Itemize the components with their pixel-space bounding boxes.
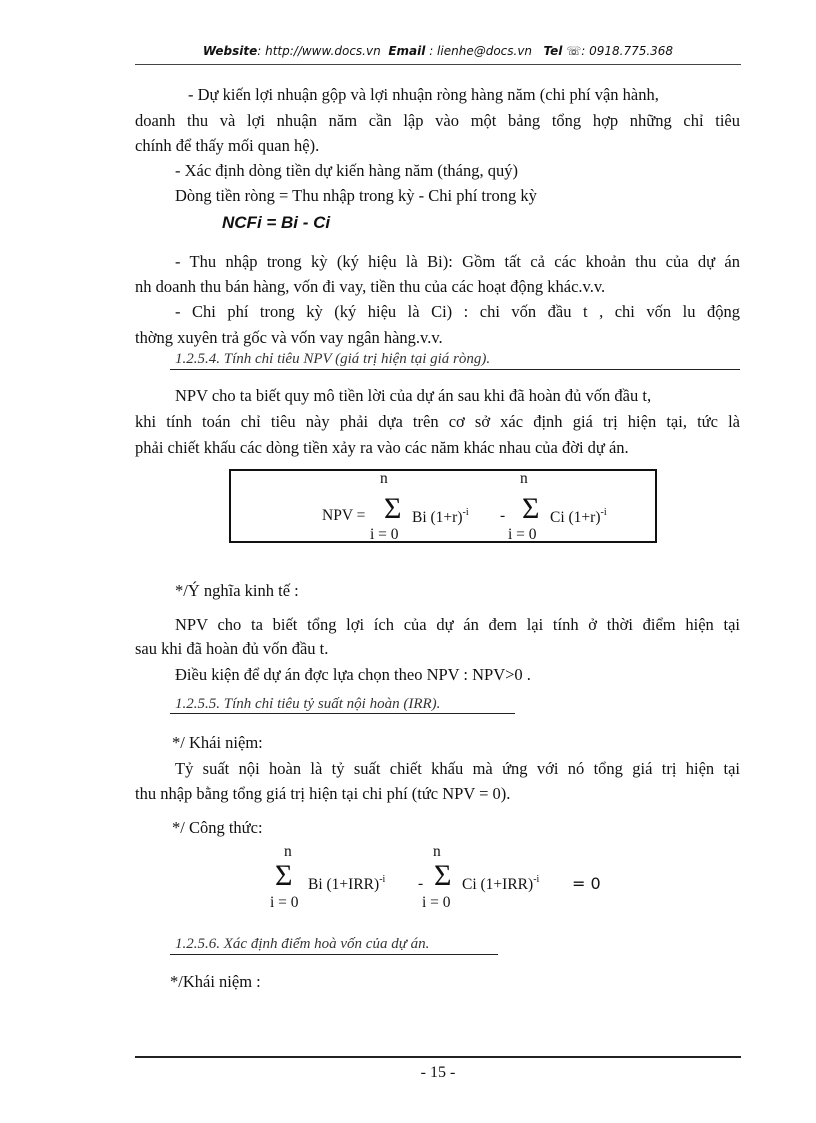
- irr-i2: i = 0: [422, 894, 451, 911]
- para1-line1: - Dự kiến lợi nhuận gộp và lợi nhuận ròng hàng năm (chi phí vận hành,: [188, 85, 659, 104]
- website-label: Website: [202, 44, 258, 58]
- tel-label: Tel: [543, 44, 563, 58]
- email-value[interactable]: : lienhe@docs.vn: [429, 44, 533, 58]
- formula-label: */ Công thức:: [172, 818, 263, 837]
- heading-1255: 1.2.5.5. Tính chỉ tiêu tỷ suất nội hoàn (IRR).: [175, 696, 441, 712]
- footer-rule: [135, 1056, 741, 1058]
- npv-term2-text: Ci (1+r): [550, 509, 601, 526]
- irr-term1: [308, 874, 385, 894]
- irr-term2: [462, 874, 539, 894]
- npv-i2: i = 0: [508, 526, 537, 543]
- para6-line2: khi tính toán chỉ tiêu này phải dựa trên cơ sở xác định giá trị hiện tại, tức là: [135, 412, 740, 431]
- npv-exp2: -i: [600, 507, 607, 518]
- para1-line3: chính để thấy mối quan hệ).: [135, 136, 320, 155]
- npv-formula-box: [229, 469, 657, 543]
- irr-exp2: -i: [533, 874, 540, 885]
- tel-value: : 0918.775.368: [581, 44, 674, 58]
- website-value[interactable]: : http://www.docs.vn: [257, 44, 381, 58]
- para7-line2: sau khi đã hoàn đủ vốn đầu t.: [135, 639, 329, 658]
- npv-lhs: NPV =: [322, 507, 366, 524]
- npv-term2: [550, 507, 607, 527]
- irr-minus: -: [418, 875, 424, 892]
- heading-1256: 1.2.5.6. Xác định điểm hoà vốn của dự án.: [175, 936, 430, 952]
- npv-i1: i = 0: [370, 526, 399, 543]
- irr-n2: n: [433, 843, 441, 860]
- irr-equals: = 0: [572, 874, 601, 893]
- para2: - Xác định dòng tiền dự kiến hàng năm (tháng, quý): [175, 161, 518, 180]
- email-label: Email: [388, 44, 426, 58]
- irr-n1: n: [284, 843, 292, 860]
- heading-1256-rule: [170, 954, 498, 955]
- npv-minus: -: [500, 507, 506, 524]
- para9-line1: Tỷ suất nội hoàn là tỷ suất chiết khấu mà ứng với nó tổng giá trị hiện tại: [175, 759, 740, 778]
- concept-label: */ Khái niệm:: [172, 733, 263, 752]
- npv-n1: n: [380, 470, 388, 487]
- phone-icon: ☏: [566, 44, 582, 58]
- para3: Dòng tiền ròng = Thu nhập trong kỳ - Chi phí trong kỳ: [175, 186, 537, 205]
- para8: Điều kiện để dự án đợc lựa chọn theo NPV : NPV>0 .: [175, 665, 531, 684]
- para9-line2: thu nhập bằng tổng giá trị hiện tại chi phí (tức NPV = 0).: [135, 784, 511, 803]
- npv-term1-text: Bi (1+r): [412, 509, 463, 526]
- header-rule: [135, 64, 741, 65]
- para7-line1: NPV cho ta biết tổng lợi ích của dự án đem lại tính ở thời điểm hiện tại: [175, 615, 740, 634]
- para4-line1: - Thu nhập trong kỳ (ký hiệu là Bi): Gồm tất cả các khoản thu của dự án: [175, 252, 740, 271]
- meaning-label: */Ý nghĩa kinh tế :: [175, 581, 299, 600]
- sigma-icon: Σ: [384, 492, 402, 525]
- irr-term2-text: Ci (1+IRR): [462, 876, 534, 893]
- irr-exp1: -i: [379, 874, 386, 885]
- npv-exp1: -i: [462, 507, 469, 518]
- para5-line1: - Chi phí trong kỳ (ký hiệu là Ci) : chi vốn đầu t , chi vốn lu động: [175, 302, 740, 321]
- npv-n2: n: [520, 470, 528, 487]
- para5-line2: thờng xuyên trả gốc và vốn vay ngân hàng.v.v.: [135, 328, 443, 347]
- irr-term1-text: Bi (1+IRR): [308, 876, 380, 893]
- ncf-formula: NCFi = Bi - Ci: [222, 213, 331, 232]
- para6-line1: NPV cho ta biết quy mô tiền lời của dự án sau khi đã hoàn đủ vốn đầu t,: [175, 386, 652, 405]
- concept2-label: */Khái niệm :: [170, 972, 261, 991]
- page-number: - 15 -: [420, 1064, 456, 1081]
- npv-term1: [412, 507, 469, 527]
- heading-1254: 1.2.5.4. Tính chỉ tiêu NPV (giá trị hiện tại giá ròng).: [175, 351, 491, 367]
- sigma-icon: Σ: [522, 492, 540, 525]
- page-header: [135, 44, 741, 58]
- para1-line2: doanh thu và lợi nhuận năm cần lập vào một bảng tổng hợp những chỉ tiêu: [135, 111, 740, 130]
- heading-1254-rule: [170, 369, 740, 370]
- para4-line2: nh doanh thu bán hàng, vốn đi vay, tiền thu của các hoạt động khác.v.v.: [135, 277, 606, 296]
- sigma-icon: Σ: [275, 859, 293, 892]
- sigma-icon: Σ: [434, 859, 452, 892]
- heading-1255-rule: [170, 713, 515, 714]
- para6-line3: phải chiết khấu các dòng tiền xảy ra vào các năm khác nhau của đời dự án.: [135, 438, 629, 457]
- irr-i1: i = 0: [270, 894, 299, 911]
